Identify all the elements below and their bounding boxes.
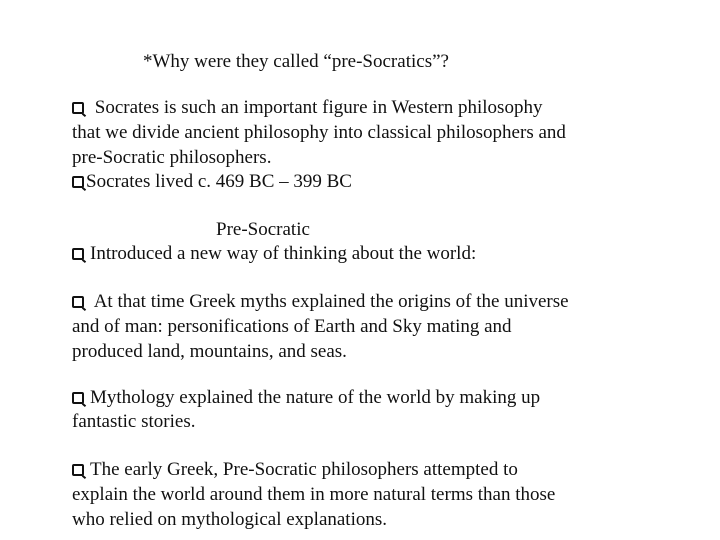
paragraph-5-line-1 [72,386,540,410]
bullet-icon [72,296,84,308]
paragraph-1-text-1: Socrates is such an important figure in Western philosophy [94,97,543,118]
paragraph-4-line-1 [72,290,569,314]
paragraph-3-line-1 [72,242,476,266]
paragraph-4-text-1: At that time Greek myths explained the origins of the universe [93,291,569,312]
paragraph-6-text-1: The early Greek, Pre-Socratic philosophers attempted to [90,459,518,480]
paragraph-2-line-1 [72,170,352,194]
paragraph-1-line-1 [72,96,542,120]
bullet-icon [72,176,84,188]
paragraph-2-text-1: Socrates lived c. 469 BC – 399 BC [86,171,352,192]
paragraph-4-line-3: produced land, mountains, and seas. [72,341,347,362]
bullet-icon [72,248,84,260]
paragraph-3-text-1: Introduced a new way of thinking about the world: [90,243,477,264]
bullet-icon [72,392,84,404]
paragraph-5-line-2: fantastic stories. [72,411,196,432]
paragraph-4-line-2: and of man: personifications of Earth and Sky mating and [72,316,512,337]
subheading: Pre-Socratic [216,219,310,240]
paragraph-6-line-2: explain the world around them in more natural terms than those [72,484,556,505]
bullet-icon [72,464,84,476]
paragraph-6-line-1 [72,458,518,482]
slide-title: *Why were they called “pre-Socratics”? [143,51,449,72]
paragraph-1-line-2: that we divide ancient philosophy into classical philosophers and [72,122,566,143]
paragraph-6-line-3: who relied on mythological explanations. [72,509,388,530]
paragraph-5-text-1: Mythology explained the nature of the world by making up [90,387,541,408]
paragraph-1-line-3: pre-Socratic philosophers. [72,147,272,168]
bullet-icon [72,102,84,114]
